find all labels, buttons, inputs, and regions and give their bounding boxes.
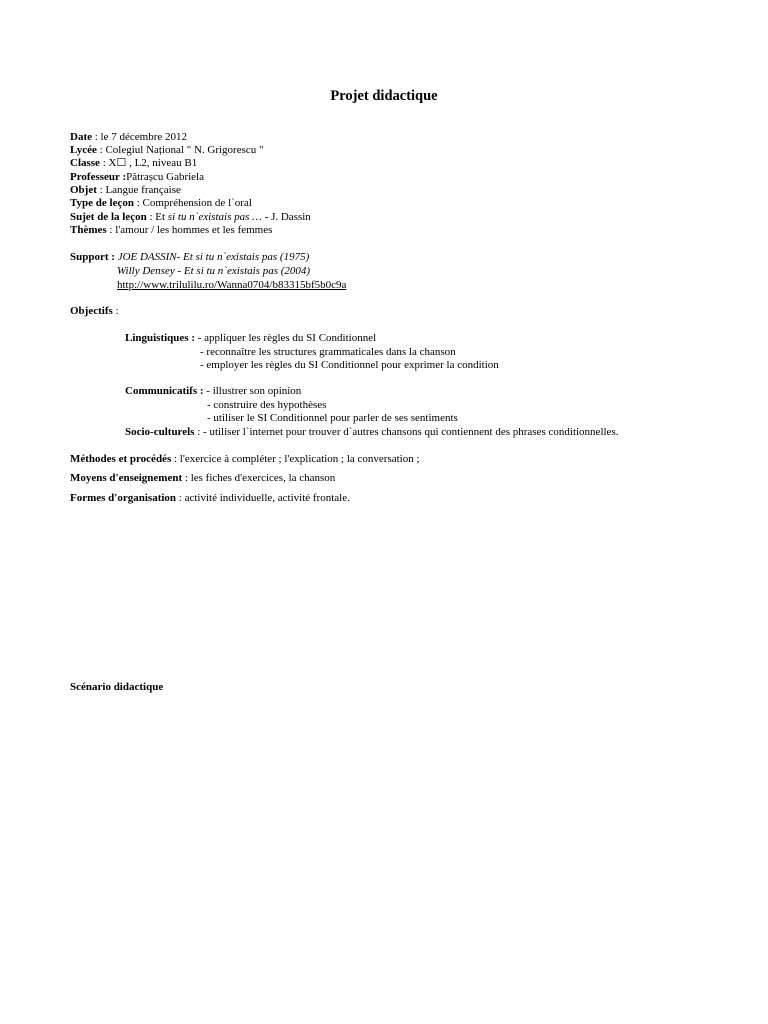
socio-culturels-label: Socio-culturels [125,426,195,438]
type-lecon-line [70,197,252,210]
communicatifs-item: - utiliser le SI Conditionnel pour parler de ses sentiments [207,412,458,424]
objet-line [70,184,181,197]
communicatifs-line-2 [207,399,326,412]
date-line [70,131,187,144]
page-title: Projet didactique [330,88,438,104]
moyens-line [70,472,335,485]
lycee-label: Lycée [70,144,97,156]
support-link[interactable]: http://www.trilulilu.ro/Wanna0704/b83315bf5b0c9a [117,279,347,291]
linguistiques-line-2 [200,346,456,359]
sujet-italic: si tu n`existais pas … [167,211,262,223]
support-line-2 [117,265,310,278]
socio-culturels-line [125,426,618,439]
themes-line [70,224,272,237]
sujet-post: - J. Dassin [261,211,311,223]
linguistiques-line-1 [125,332,376,345]
formes-line [70,492,350,505]
scenario-heading [70,681,163,694]
moyens-label: Moyens d'enseignement [70,472,183,484]
classe-line [70,157,197,170]
linguistiques-item: - employer les règles du SI Conditionnel pour exprimer la condition [200,359,499,371]
objectifs-suffix: : [112,305,119,317]
linguistiques-item: - reconnaître les structures grammaticales dans la chanson [200,346,456,358]
support-song-1: JOE DASSIN- Et si tu n`existais pas (1975) [117,251,310,263]
scenario-label: Scénario didactique [70,681,164,693]
date-label: Date [70,131,92,143]
communicatifs-label: Communicatifs : [125,385,207,397]
linguistiques-line-3 [200,359,499,372]
lycee-value: : Colegiul Național " N. Grigorescu " [96,144,264,156]
methodes-label: Méthodes et procédés [70,453,172,465]
linguistiques-item: - appliquer les règles du SI Conditionnel [197,332,377,344]
linguistiques-label: Linguistiques : [125,332,198,344]
date-value: : le 7 décembre 2012 [92,131,187,143]
moyens-value: : les fiches d'exercices, la chanson [182,472,336,484]
sujet-line [70,211,311,224]
professeur-value: Pătrașcu Gabriela [126,171,204,183]
support-link-line [117,279,346,292]
communicatifs-item: - illustrer son opinion [206,385,302,397]
themes-value: : l'amour / les hommes et les femmes [106,224,273,236]
communicatifs-item: - construire des hypothèses [207,399,327,411]
lycee-line [70,144,264,157]
classe-value: : X☐ , L2, niveau B1 [99,157,198,169]
type-lecon-label: Type de leçon [70,197,134,209]
classe-label: Classe [70,157,100,169]
support-line-1 [70,251,309,264]
sujet-pre: : Et [146,211,168,223]
communicatifs-line-1 [125,385,301,398]
type-lecon-value: : Compréhension de l`oral [133,197,252,209]
methodes-value: : l'exercice à compléter ; l'explication ; la conversation ; [171,453,420,465]
professeur-line [70,171,204,184]
professeur-label: Professeur : [70,171,127,183]
objet-value: : Langue française [96,184,181,196]
methodes-line [70,453,420,466]
themes-label: Thèmes [70,224,107,236]
support-song-2: Willy Densey - Et si tu n`existais pas (2004) [117,265,311,277]
communicatifs-line-3 [207,412,458,425]
formes-value: : activité individuelle, activité frontale. [176,492,350,504]
sujet-label: Sujet de la leçon [70,211,147,223]
objectifs-label: Objectifs [70,305,113,317]
objet-label: Objet [70,184,97,196]
formes-label: Formes d'organisation [70,492,177,504]
objectifs-line [70,305,119,318]
socio-culturels-value: : - utiliser l`internet pour trouver d`autres chansons qui contiennent des phrases conditionnelles. [194,426,619,438]
support-label: Support : [70,251,118,263]
